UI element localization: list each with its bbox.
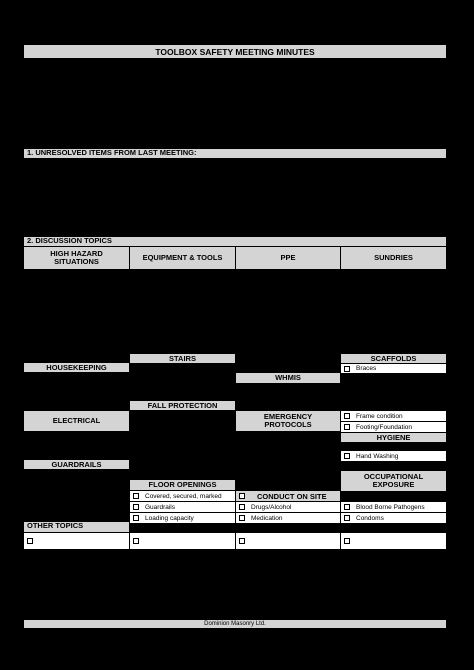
topic-electrical: ELECTRICAL: [24, 411, 129, 431]
checklist-item-hand-washing[interactable]: [341, 451, 446, 461]
topic-floor-openings: FLOOR OPENINGS: [130, 480, 235, 490]
footer-company: Dominion Masonry Ltd.: [24, 620, 446, 628]
checkbox-icon[interactable]: [133, 493, 139, 499]
checkbox-icon[interactable]: [344, 504, 350, 510]
checklist-item-label: Drugs/Alcohol: [251, 503, 292, 511]
checkbox-icon[interactable]: [344, 366, 350, 372]
other-topic-field-4[interactable]: [341, 533, 446, 549]
checklist-item-label: Condoms: [356, 514, 384, 522]
section-unresolved-items: 1. UNRESOLVED ITEMS FROM LAST MEETING:: [24, 149, 446, 158]
conduct-label: CONDUCT ON SITE: [257, 491, 327, 501]
checklist-item-footing[interactable]: [341, 422, 446, 432]
section-discussion-topics: 2. DISCUSSION TOPICS: [24, 237, 446, 246]
checklist-item-guardrails[interactable]: [130, 502, 235, 512]
column-header-ppe: PPE: [236, 247, 340, 269]
checkbox-icon[interactable]: [239, 515, 245, 521]
checklist-item-braces[interactable]: [341, 364, 446, 373]
checklist-item-label: Hand Washing: [356, 452, 399, 460]
topic-fall-protection: FALL PROTECTION: [130, 401, 235, 410]
checkbox-icon[interactable]: [344, 538, 350, 544]
checkbox-icon[interactable]: [344, 453, 350, 459]
checklist-item-label: Braces: [356, 365, 377, 372]
checklist-item-medication[interactable]: [236, 513, 340, 523]
checklist-item-frame-condition[interactable]: [341, 411, 446, 421]
checkbox-icon[interactable]: [344, 424, 350, 430]
column-header-high-hazard: HIGH HAZARD SITUATIONS: [24, 247, 129, 269]
checkbox-icon[interactable]: [239, 504, 245, 510]
checklist-item-covered[interactable]: [130, 491, 235, 501]
checkbox-icon[interactable]: [133, 538, 139, 544]
topic-scaffolds: SCAFFOLDS: [341, 354, 446, 363]
checklist-item-label: Guardrails: [145, 503, 175, 511]
checklist-item-blood-borne[interactable]: [341, 502, 446, 512]
checkbox-icon[interactable]: [27, 538, 33, 544]
checklist-item-label: Footing/Foundation: [356, 423, 413, 431]
topic-occupational-exposure: OCCUPATIONAL EXPOSURE: [341, 471, 446, 491]
checkbox-icon[interactable]: [344, 413, 350, 419]
other-topic-field-3[interactable]: [236, 533, 340, 549]
checkbox-icon[interactable]: [344, 515, 350, 521]
checklist-item-drugs-alcohol[interactable]: [236, 502, 340, 512]
topic-emergency-protocols: EMERGENCY PROTOCOLS: [236, 411, 340, 431]
checklist-item-condoms[interactable]: [341, 513, 446, 523]
column-header-equipment: EQUIPMENT & TOOLS: [130, 247, 235, 269]
checklist-item-label: Covered, secured, marked: [145, 492, 222, 500]
topic-conduct-on-site[interactable]: [236, 491, 340, 501]
page-title: TOOLBOX SAFETY MEETING MINUTES: [24, 45, 446, 58]
other-topic-field-1[interactable]: [24, 533, 129, 549]
checkbox-icon[interactable]: [133, 515, 139, 521]
other-topic-field-2[interactable]: [130, 533, 235, 549]
topic-stairs: STAIRS: [130, 354, 235, 363]
section-other-topics: OTHER TOPICS: [24, 522, 129, 532]
checklist-item-label: Frame condition: [356, 412, 403, 420]
topic-hygiene: HYGIENE: [341, 433, 446, 442]
checkbox-icon[interactable]: [239, 538, 245, 544]
column-header-sundries: SUNDRIES: [341, 247, 446, 269]
checkbox-icon[interactable]: [239, 493, 245, 499]
checklist-item-label: Medication: [251, 514, 283, 522]
checklist-item-label: Blood Borne Pathogens: [356, 503, 425, 511]
checklist-item-loading-capacity[interactable]: [130, 513, 235, 523]
topic-whmis: WHMIS: [236, 373, 340, 383]
checkbox-icon[interactable]: [133, 504, 139, 510]
topic-guardrails: GUARDRAILS: [24, 460, 129, 469]
topic-housekeeping: HOUSEKEEPING: [24, 363, 129, 372]
checklist-item-label: Loading capacity: [145, 514, 194, 522]
